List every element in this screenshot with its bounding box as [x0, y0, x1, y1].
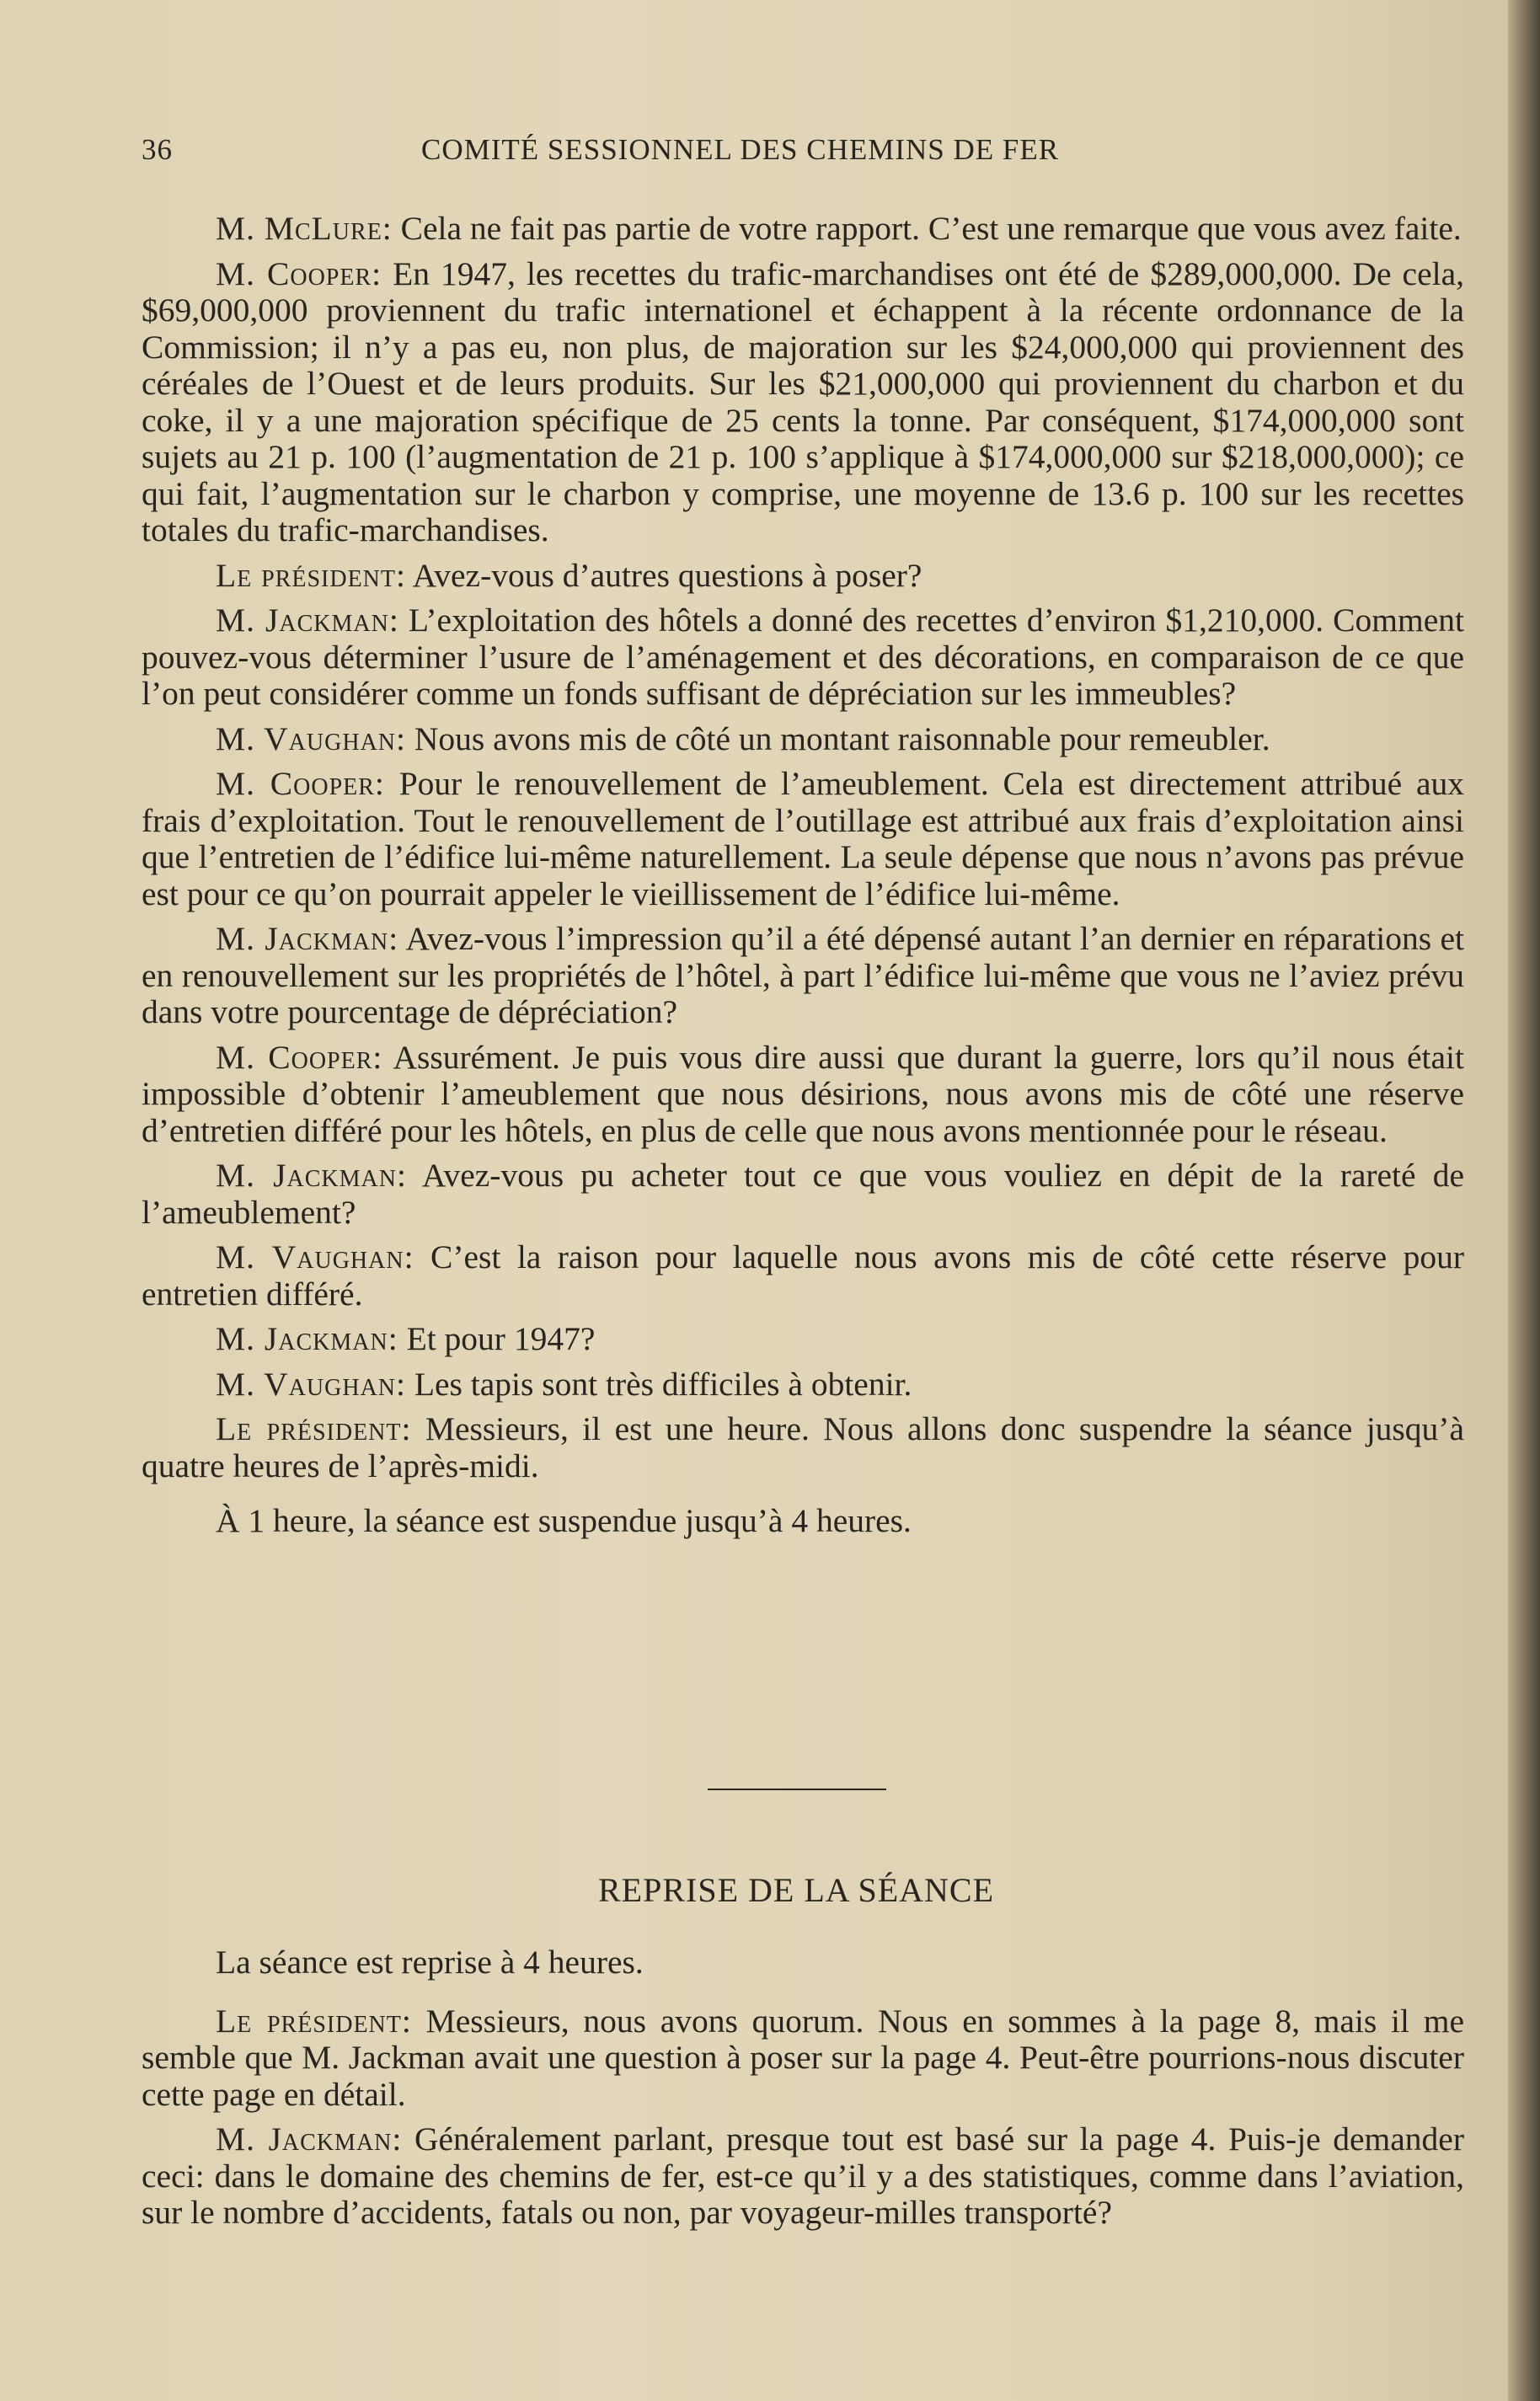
speech: Nous avons mis de côté un montant raisonnable pour remeubler.	[405, 719, 1270, 757]
page-binding-edge	[1508, 0, 1540, 2401]
paragraph	[142, 256, 1464, 549]
speaker: M. Vaughan:	[216, 719, 406, 757]
paragraph	[142, 1411, 1464, 1484]
paragraph	[142, 211, 1464, 248]
running-title: COMITÉ SESSIONNEL DES CHEMINS DE FER	[421, 133, 1060, 166]
speaker: M. Jackman:	[216, 2120, 403, 2158]
speech: Et pour 1947?	[398, 1320, 596, 1357]
speech: En 1947, les recettes du trafic-marchandises ont été de $289,000,000. De cela, $69,000,000 proviennent du trafic internationel et échappent à la récente ordonnance de la Commission; il n’y a pas eu, non plus, de majoration sur les $24,000,000 qui proviennent des céréales de l’Ouest et de leurs produits. Sur les $21,000,000 qui proviennent du charbon et du coke, il y a une majoration spécifique de 25 cents la tonne. Par conséquent, $174,000,000 sont sujets au 21 p. 100 (l’augmentation de 21 p. 100 s’applique à $174,000,000 sur $218,000,000); ce qui fait, l’augmentation sur le charbon y comprise, une moyenne de 13.6 p. 100 sur les recettes totales du trafic-marchandises.	[142, 254, 1464, 548]
body-text-resumed	[142, 1944, 1464, 2240]
paragraph	[142, 1040, 1464, 1150]
body-text	[142, 211, 1464, 1548]
speaker: M. Jackman:	[216, 1320, 398, 1357]
speech: Avez-vous l’impression qu’il a été dépensé autant l’an dernier en réparations et en renouvellement sur les propriétés de l’hôtel, à part l’édifice lui-même que vous ne l’aviez prévu dans votre pourcentage de dépréciation?	[142, 920, 1464, 1030]
speaker: Le président:	[216, 1410, 412, 1447]
speaker: M. Cooper:	[216, 765, 385, 802]
paragraph	[142, 602, 1464, 713]
paragraph	[142, 2003, 1464, 2114]
speaker: M. Jackman:	[216, 1157, 407, 1194]
paragraph	[142, 2121, 1464, 2232]
speaker: Le président:	[216, 556, 406, 594]
paragraph	[142, 1158, 1464, 1231]
section-title: REPRISE DE LA SÉANCE	[597, 1871, 995, 1909]
speaker: M. Vaughan:	[216, 1238, 414, 1275]
adjournment-note: À 1 heure, la séance est suspendue jusqu’à 4 heures.	[216, 1502, 912, 1539]
resumption-note: La séance est reprise à 4 heures.	[216, 1944, 644, 1981]
speech: Avez-vous pu acheter tout ce que vous vouliez en dépit de la rareté de l’ameublement?	[142, 1157, 1464, 1231]
paragraph	[142, 766, 1464, 912]
speaker: M. McLure:	[216, 210, 393, 247]
speaker: M. Jackman:	[216, 602, 399, 639]
speaker: M. Jackman:	[216, 920, 399, 957]
speech: Les tapis sont très difficiles à obtenir.	[405, 1365, 912, 1403]
speech: Messieurs, nous avons quorum. Nous en sommes à la page 8, mais il me semble que M. Jackman avait une question à poser sur la page 4. Peut-être pourrions-nous discuter cette page en détail.	[142, 2002, 1464, 2113]
section-divider	[708, 1789, 886, 1790]
speech: L’exploitation des hôtels a donné des recettes d’environ $1,210,000. Comment pouvez-vous déterminer l’usure de l’aménagement et des décorations, en comparaison de ce que l’on peut considérer comme un fonds suffisant de dépréciation sur les immeubles?	[142, 602, 1464, 712]
paragraph	[142, 1239, 1464, 1313]
speaker: M. Vaughan:	[216, 1365, 406, 1403]
speech: Généralement parlant, presque tout est basé sur la page 4. Puis-je demander ceci: dans le domaine des chemins de fer, est-ce qu’il y a des statistiques, comme dans l’aviation, sur le nombre d’accidents, fatals ou non, par voyageur-milles transporté?	[142, 2120, 1464, 2231]
paragraph	[142, 1366, 1464, 1404]
paragraph	[142, 721, 1464, 758]
speech: Cela ne fait pas partie de votre rapport. C’est une remarque que vous avez faite.	[392, 210, 1462, 247]
paragraph	[142, 1321, 1464, 1358]
paragraph	[142, 921, 1464, 1031]
speech: Assurément. Je puis vous dire aussi que durant la guerre, lors qu’il nous était impossible d’obtenir l’ameublement que nous désirions, nous avons mis de côté une réserve d’entretien différé pour les hôtels, en plus de celle que nous avons mentionnée pour le réseau.	[142, 1038, 1464, 1149]
speech: Avez-vous d’autres questions à poser?	[405, 556, 922, 594]
paragraph	[142, 558, 1464, 595]
speech: Pour le renouvellement de l’ameublement. Cela est directement attribué aux frais d’exploitation. Tout le renouvellement de l’outillage est attribué aux frais d’exploitation ainsi que l’entretien de l’édifice lui-même naturellement. La seule dépense que nous n’avons pas prévue est pour ce qu’on pourrait appeler le vieillissement de l’édifice lui-même.	[142, 765, 1464, 912]
speech: Messieurs, il est une heure. Nous allons donc suspendre la séance jusqu’à quatre heures de l’après-midi.	[142, 1410, 1464, 1484]
speaker: M. Cooper:	[216, 1038, 383, 1076]
speaker: Le président:	[216, 2002, 412, 2040]
speaker: M. Cooper:	[216, 254, 382, 292]
speech: C’est la raison pour laquelle nous avons mis de côté cette réserve pour entretien différé.	[142, 1238, 1465, 1313]
page-number: 36	[142, 133, 173, 166]
